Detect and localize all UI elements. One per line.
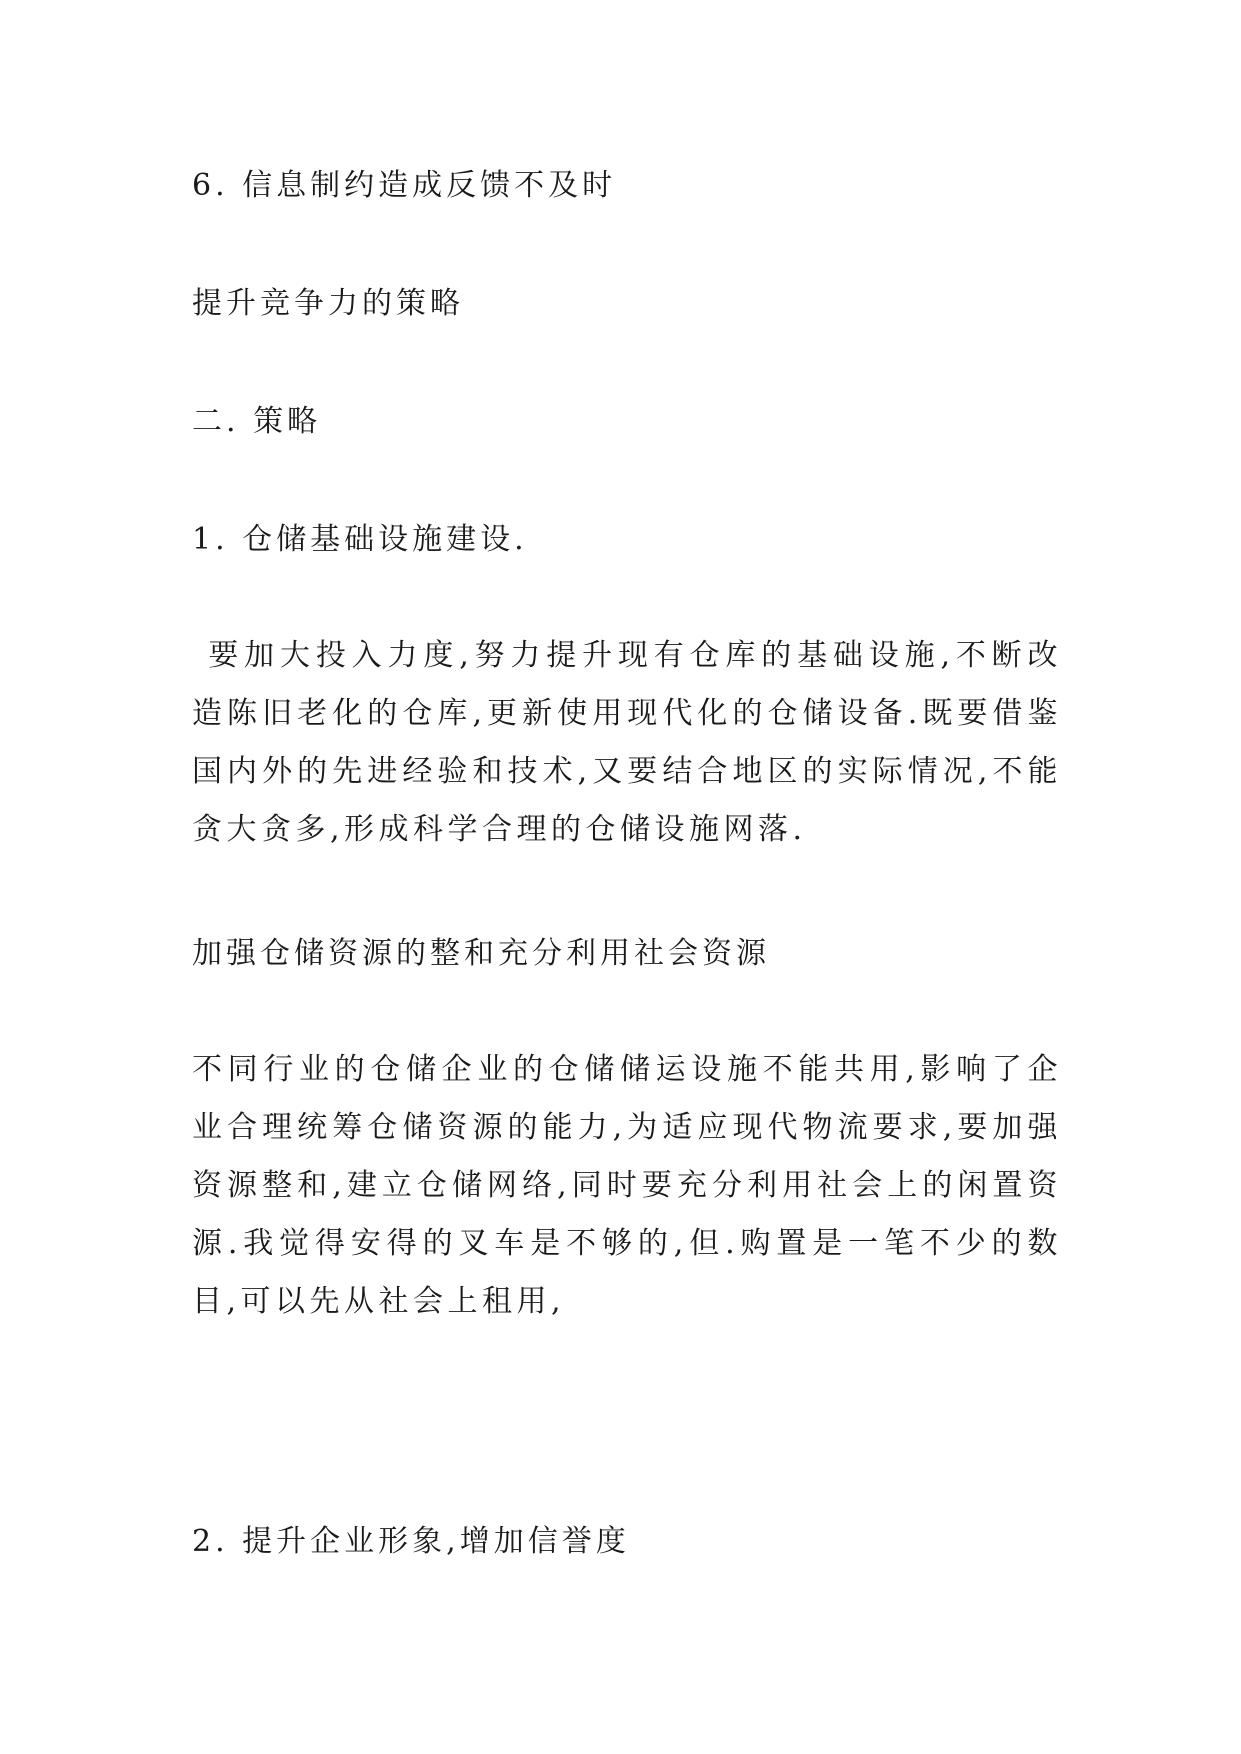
paragraph-text: 要加大投入力度,努力提升现有仓库的基础设施,不断改造陈旧老化的仓库,更新使用现代化的仓储设备.既要借鉴国内外的先进经验和技术,又要结合地区的实际情况,不能贪大贪多,形成科学合理的仓储设施网落. [192, 638, 1062, 847]
paragraph-warehouse-infrastructure [192, 627, 1062, 859]
section-heading-resource-integration: 加强仓储资源的整和充分利用社会资源 [192, 936, 770, 971]
section-heading-enterprise-image: 2. 提升企业形象,增加信誉度 [192, 1524, 630, 1559]
section-heading-strategy: 二. 策略 [192, 404, 322, 439]
paragraph-resource-integration: 不同行业的仓储企业的仓储储运设施不能共用,影响了企业合理统筹仓储资源的能力,为适应现代物流要求,要加强资源整和,建立仓储网络,同时要充分利用社会上的闲置资源.我觉得安得的叉车是不够的,但.购置是一笔不少的数目,可以先从社会上租用, [192, 1052, 1062, 1319]
section-heading-information-constraints: 6. 信息制约造成反馈不及时 [192, 168, 617, 203]
section-heading-competitiveness-strategy: 提升竞争力的策略 [192, 286, 464, 321]
section-heading-warehouse-infrastructure: 1. 仓储基础设施建设. [192, 522, 528, 557]
